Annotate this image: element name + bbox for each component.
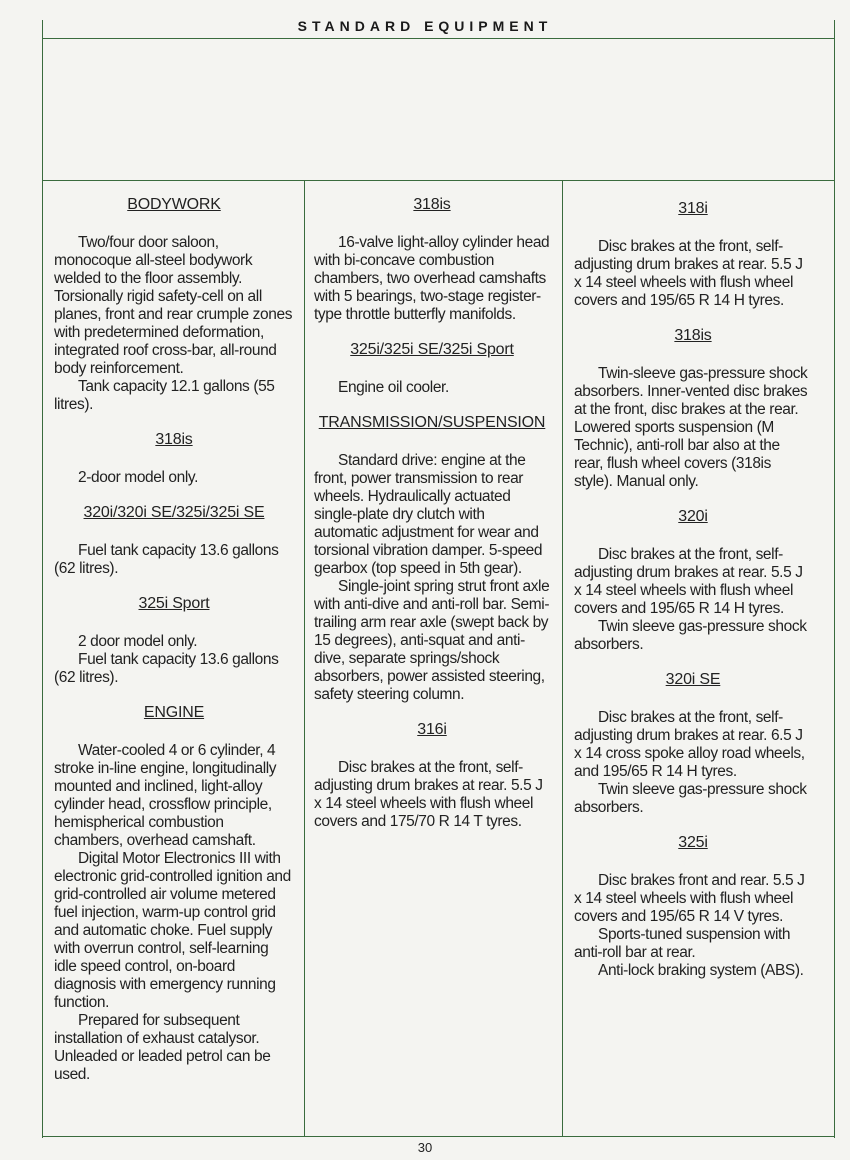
section-paragraph: 16-valve light-alloy cylinder head with bi-concave combustion chambers, two overhead camshafts with 5 bearings, two-stage register-type throttle butterfly manifolds. xyxy=(314,234,550,323)
section xyxy=(54,431,294,487)
section xyxy=(574,671,812,817)
section-heading: 318is xyxy=(155,431,193,448)
section-heading: 325i Sport xyxy=(138,595,210,612)
section-paragraph: Twin sleeve gas-pressure shock absorbers. xyxy=(574,781,807,816)
frame-right xyxy=(834,20,835,1138)
page-title: STANDARD EQUIPMENT xyxy=(297,18,553,34)
section xyxy=(314,341,550,397)
section-heading: 320i/320i SE/325i/325i SE xyxy=(83,504,265,521)
page-number: 30 xyxy=(417,1140,433,1155)
section-paragraph: Disc brakes front and rear. 5.5 J x 14 steel wheels with flush wheel covers and 195/65 R 14 V tyres. xyxy=(574,872,805,925)
frame-left xyxy=(42,20,43,1138)
section-paragraph: Single-joint spring strut front axle with anti-dive and anti-roll bar. Semi-trailing arm rear axle (swept back by 15 degrees), anti-squat and anti-dive, separate springs/shock absorbers, power assisted steering, safety steering column. xyxy=(314,578,550,703)
column-1 xyxy=(54,196,294,1101)
section-paragraph: 2-door model only. xyxy=(78,469,199,486)
section xyxy=(314,196,550,324)
section-heading: BODYWORK xyxy=(127,196,221,213)
section-paragraph: Disc brakes at the front, self-adjusting drum brakes at rear. 6.5 J x 14 cross spoke alloy road wheels, and 195/65 R 14 H tyres. xyxy=(574,709,805,780)
section xyxy=(574,327,812,491)
column-divider-2 xyxy=(562,180,563,1136)
column-divider-1 xyxy=(304,180,305,1136)
section-heading: 325i xyxy=(678,834,708,851)
section-paragraph: Two/four door saloon, monocoque all-steel bodywork welded to the floor assembly. Torsionally rigid safety-cell on all planes, front and rear crumple zones with predetermined deformation, integrated roof cross-bar, all-round body reinforcement. xyxy=(54,234,293,377)
content-top-rule xyxy=(42,180,834,181)
section-paragraph: Fuel tank capacity 13.6 gallons (62 litres). xyxy=(54,651,279,686)
section-heading: 316i xyxy=(417,721,447,738)
section xyxy=(54,196,294,414)
section-paragraph: Sports-tuned suspension with anti-roll bar at rear. xyxy=(574,926,791,961)
column-2 xyxy=(314,196,550,848)
section-heading: 325i/325i SE/325i Sport xyxy=(350,341,514,358)
section-heading: TRANSMISSION/SUSPENSION xyxy=(318,414,546,431)
section-paragraph: Fuel tank capacity 13.6 gallons (62 litres). xyxy=(54,542,279,577)
section-paragraph: Engine oil cooler. xyxy=(338,379,449,396)
section-paragraph: Twin-sleeve gas-pressure shock absorbers. Inner-vented disc brakes at the front, disc brakes at the rear. Lowered sports suspension (M Technic), anti-roll bar also at the rear, flush wheel covers (318is style). Manual only. xyxy=(574,365,808,490)
section-paragraph: Disc brakes at the front, self-adjusting drum brakes at rear. 5.5 J x 14 steel wheels with flush wheel covers and 195/65 R 14 H tyres. xyxy=(574,546,803,617)
section-paragraph: Digital Motor Electronics III with electronic grid-controlled ignition and grid-controlled air volume metered fuel injection, warm-up control grid and automatic choke. Fuel supply with overrun control, self-learning idle speed control, on-board diagnosis with emergency running function. xyxy=(54,850,291,1011)
section xyxy=(314,414,550,704)
section-heading: 320i xyxy=(678,508,708,525)
section-paragraph: Water-cooled 4 or 6 cylinder, 4 stroke in-line engine, longitudinally mounted and inclined, light-alloy cylinder head, crossflow principle, hemispherical combustion chambers, overhead camshaft. xyxy=(54,742,277,849)
section-paragraph: 2 door model only. xyxy=(78,633,198,650)
section-paragraph: Disc brakes at the front, self-adjusting drum brakes at rear. 5.5 J x 14 steel wheels with flush wheel covers and 175/70 R 14 T tyres. xyxy=(314,759,543,830)
section xyxy=(54,504,294,578)
section-heading: ENGINE xyxy=(143,704,205,721)
section-heading: 318i xyxy=(678,200,708,217)
content-bottom-rule xyxy=(42,1136,834,1137)
section-heading: 320i SE xyxy=(665,671,721,688)
section xyxy=(314,721,550,831)
section-paragraph: Standard drive: engine at the front, power transmission to rear wheels. Hydraulically actuated single-plate dry clutch with automatic adjustment for wear and torsional vibration damper. 5-speed gearbox (top speed in 5th gear). xyxy=(314,452,543,577)
section-paragraph: Prepared for subsequent installation of exhaust catalysor. Unleaded or leaded petrol can be used. xyxy=(54,1012,271,1083)
header-rule xyxy=(42,38,834,39)
section xyxy=(574,200,812,310)
column-3 xyxy=(574,200,812,997)
section-heading: 318is xyxy=(413,196,451,213)
section xyxy=(54,595,294,687)
section-heading: 318is xyxy=(674,327,712,344)
section-paragraph: Twin sleeve gas-pressure shock absorbers. xyxy=(574,618,807,653)
section xyxy=(574,508,812,654)
section-paragraph: Anti-lock braking system (ABS). xyxy=(598,962,804,979)
section-paragraph: Disc brakes at the front, self-adjusting drum brakes at rear. 5.5 J x 14 steel wheels with flush wheel covers and 195/65 R 14 H tyres. xyxy=(574,238,803,309)
section-paragraph: Tank capacity 12.1 gallons (55 litres). xyxy=(54,378,275,413)
section xyxy=(574,834,812,980)
section xyxy=(54,704,294,1084)
